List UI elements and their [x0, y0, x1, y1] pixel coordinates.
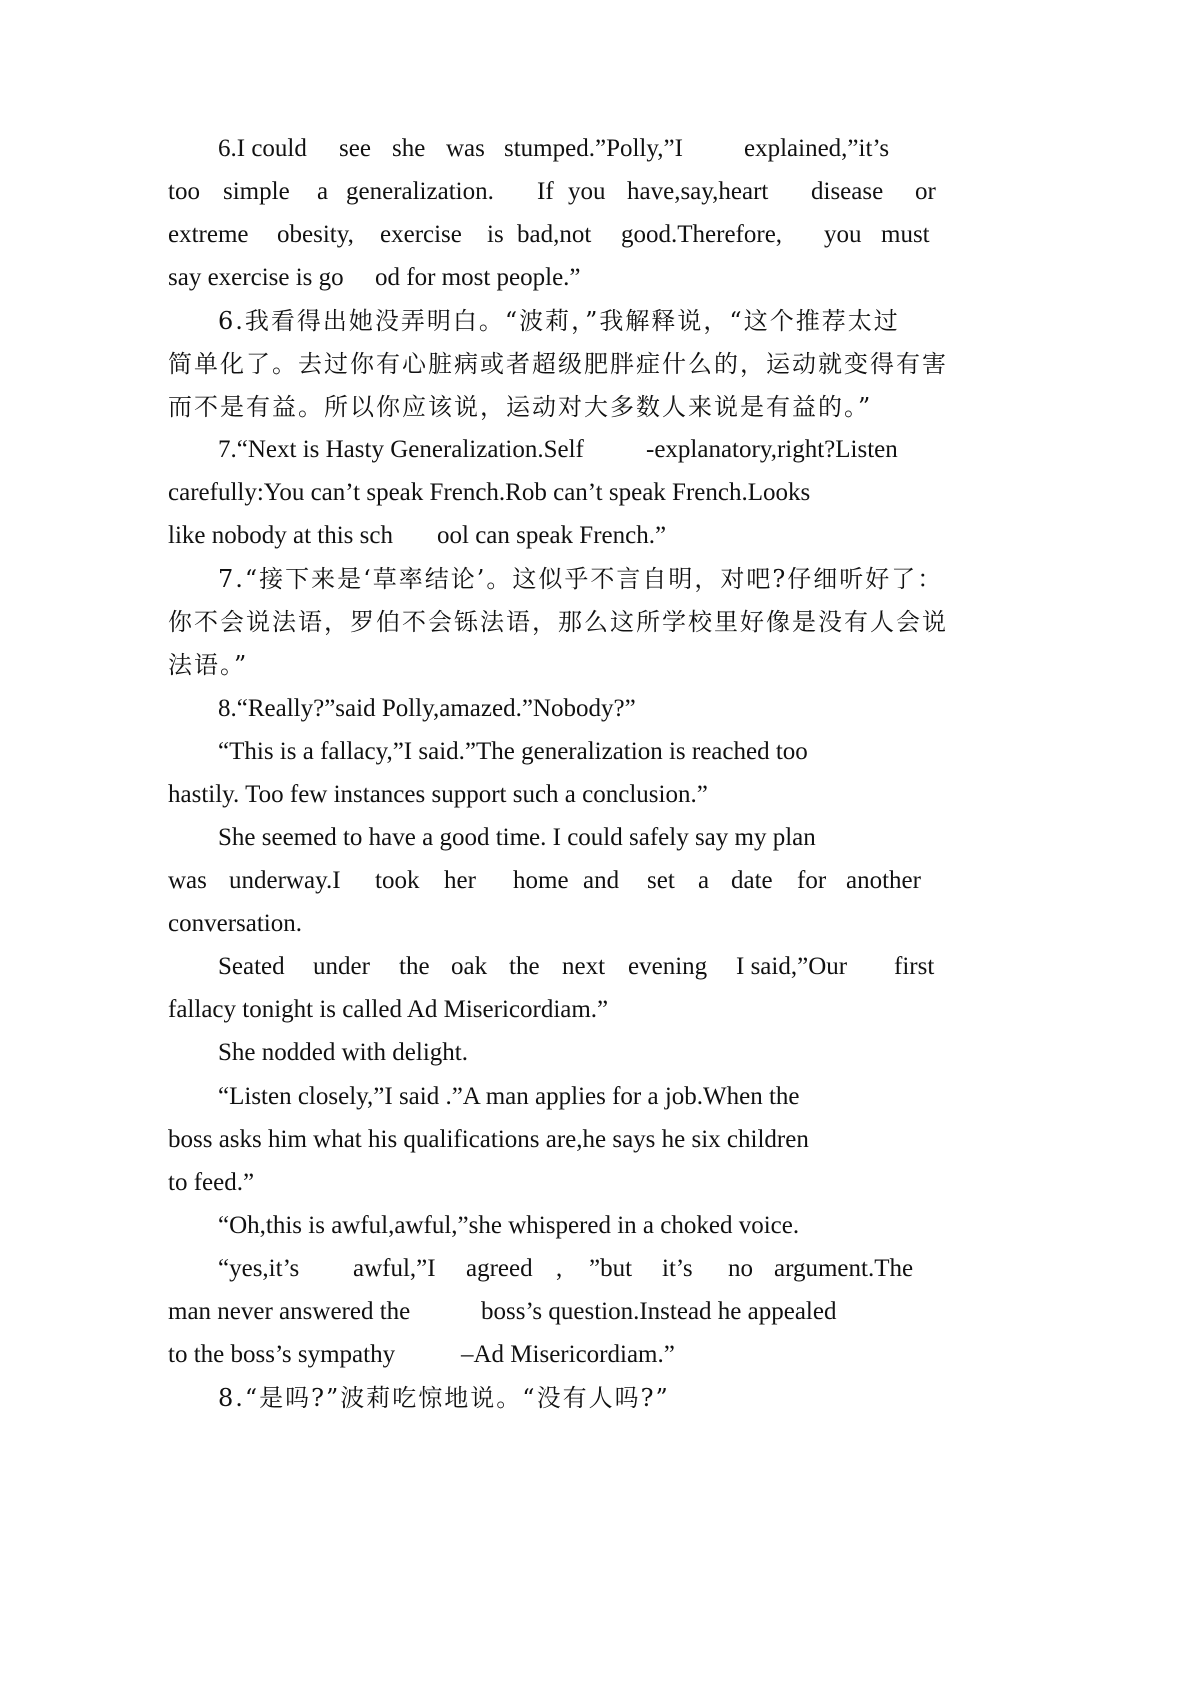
text-line	[0, 1206, 1191, 1246]
word: simple	[223, 178, 290, 205]
word: ”but	[589, 1255, 633, 1282]
text-line	[0, 818, 1191, 858]
text-line	[0, 1292, 1191, 1332]
text-line	[0, 129, 1191, 169]
word: “Listen closely,”I said .”A man applies for a job.When the	[218, 1083, 800, 1110]
word: agreed	[466, 1255, 533, 1282]
word: have,say,heart	[627, 178, 769, 205]
word: 8.“是吗?”波莉吃惊地说。“没有人吗?”	[218, 1384, 670, 1412]
word: date	[731, 867, 773, 894]
word: -explanatory,right?Listen	[646, 436, 898, 463]
word: she	[392, 135, 426, 162]
text-line	[0, 344, 1191, 384]
word: must	[881, 221, 930, 248]
word: evening	[628, 953, 708, 980]
word: carefully:You can’t speak French.Rob can’t speak French.Looks	[168, 479, 811, 506]
text-line	[0, 947, 1191, 987]
text-line	[0, 387, 1191, 427]
word: 6.我看得出她没弄明白。“波莉，”我解释说，“这个推荐太过	[218, 307, 900, 335]
word: conversation.	[168, 910, 302, 937]
word: 简单化了。去过你有心脏病或者超级肥胖症什么的，运动就变得有害	[168, 350, 948, 378]
text-line	[0, 1335, 1191, 1375]
word: extreme	[168, 221, 249, 248]
text-line	[0, 1120, 1191, 1160]
word: took	[375, 867, 420, 894]
word: like nobody at this sch	[168, 522, 393, 549]
word: od for most people.”	[375, 264, 581, 291]
text-line	[0, 559, 1191, 599]
text-line	[0, 1249, 1191, 1289]
text-line	[0, 689, 1191, 729]
word: “yes,it’s	[218, 1255, 300, 1282]
text-line	[0, 1163, 1191, 1203]
word: you	[824, 221, 862, 248]
text-line	[0, 990, 1191, 1030]
word: oak	[451, 953, 488, 980]
word: “Oh,this is awful,awful,”she whispered in a choked voice.	[218, 1212, 800, 1239]
text-line	[0, 861, 1191, 901]
text-line	[0, 645, 1191, 685]
word: too	[168, 178, 200, 205]
word: to feed.”	[168, 1169, 255, 1196]
word: the	[509, 953, 540, 980]
word: stumped.”Polly,”I	[504, 135, 683, 162]
word: If	[537, 178, 554, 205]
word: bad,not	[517, 221, 592, 248]
word: She seemed to have a good time. I could safely say my plan	[218, 824, 816, 851]
word: home	[513, 867, 569, 894]
word: 7.“Next is Hasty Generalization.Self	[218, 436, 584, 463]
word: argument.The	[774, 1255, 914, 1282]
word: –Ad Misericordiam.”	[461, 1341, 675, 1368]
word: under	[313, 953, 370, 980]
text-line	[0, 602, 1191, 642]
word: awful,”I	[353, 1255, 436, 1282]
text-line	[0, 1077, 1191, 1117]
word: ool can speak French.”	[437, 522, 667, 549]
word: was	[168, 867, 207, 894]
text-line	[0, 172, 1191, 212]
word: see	[339, 135, 371, 162]
word: fallacy tonight is called Ad Misericordiam.”	[168, 996, 609, 1023]
word: is	[487, 221, 504, 248]
text-line	[0, 732, 1191, 772]
word: was	[446, 135, 485, 162]
word: explained,”it’s	[744, 135, 890, 162]
word: you	[568, 178, 606, 205]
word: 你不会说法语，罗伯不会铄法语，那么这所学校里好像是没有人会说	[168, 608, 948, 636]
word: boss’s question.Instead he appealed	[481, 1298, 837, 1325]
text-line	[0, 215, 1191, 255]
text-line	[0, 473, 1191, 513]
word: “This is a fallacy,”I said.”The generalization is reached too	[218, 738, 808, 765]
word: She nodded with delight.	[218, 1039, 468, 1066]
word: 法语。”	[168, 651, 249, 679]
word: set	[647, 867, 675, 894]
word: first	[894, 953, 935, 980]
word: say exercise is go	[168, 264, 344, 291]
word: another	[846, 867, 921, 894]
word: 而不是有益。所以你应该说，运动对大多数人来说是有益的。”	[168, 393, 873, 421]
word: no	[728, 1255, 753, 1282]
word: next	[562, 953, 606, 980]
text-line	[0, 258, 1191, 298]
word: hastily. Too few instances support such a conclusion.”	[168, 781, 708, 808]
word: 7.“接下来是‘草率结论’。这似乎不言自明，对吧?仔细听好了：	[218, 565, 944, 593]
text-line	[0, 1033, 1191, 1073]
text-line	[0, 1378, 1191, 1418]
text-line	[0, 516, 1191, 556]
word: for	[797, 867, 827, 894]
word: man never answered the	[168, 1298, 411, 1325]
word: ,	[556, 1255, 563, 1282]
text-line	[0, 904, 1191, 944]
word: obesity,	[277, 221, 354, 248]
word: her	[444, 867, 476, 894]
word: and	[583, 867, 620, 894]
word: a	[317, 178, 329, 205]
word: boss asks him what his qualifications are,he says he six children	[168, 1126, 809, 1153]
word: generalization.	[346, 178, 494, 205]
word: 8.“Really?”said Polly,amazed.”Nobody?”	[218, 695, 636, 722]
word: Seated	[218, 953, 285, 980]
text-line	[0, 775, 1191, 815]
word: disease	[811, 178, 884, 205]
word: exercise	[380, 221, 462, 248]
word: I said,”Our	[736, 953, 848, 980]
word: or	[915, 178, 936, 205]
word: to the boss’s sympathy	[168, 1341, 396, 1368]
word: good.Therefore,	[621, 221, 783, 248]
word: a	[698, 867, 710, 894]
word: underway.I	[229, 867, 341, 894]
word: it’s	[662, 1255, 693, 1282]
word: the	[399, 953, 430, 980]
word: 6.I could	[218, 135, 307, 162]
text-line	[0, 301, 1191, 341]
text-line	[0, 430, 1191, 470]
